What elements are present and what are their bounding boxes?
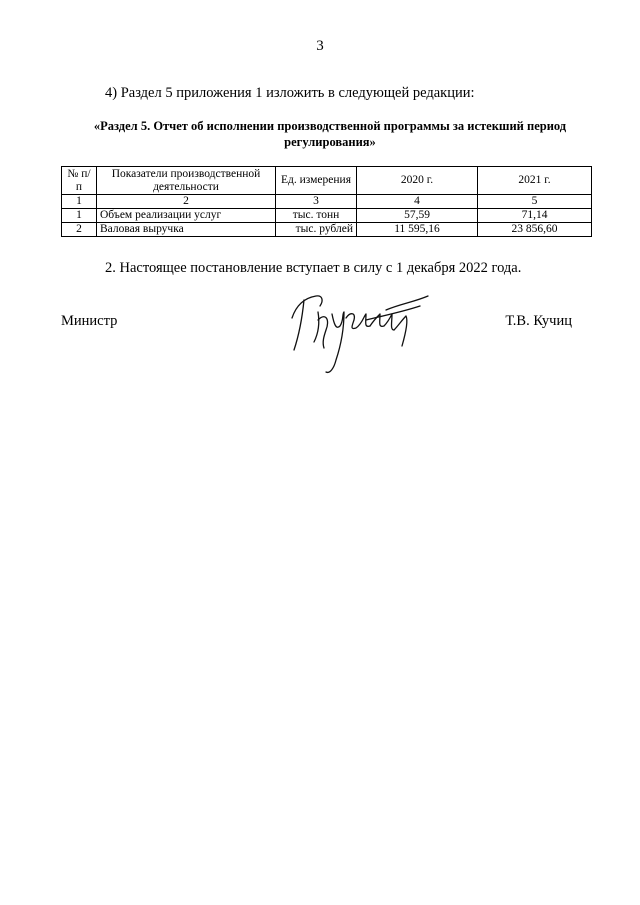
- index-cell: 4: [357, 195, 478, 209]
- header-2021: 2021 г.: [478, 167, 592, 195]
- signer-name: Т.В. Кучиц: [505, 313, 572, 329]
- report-table-container: [61, 166, 592, 237]
- production-program-report-table: [61, 166, 592, 237]
- header-2020: 2020 г.: [357, 167, 478, 195]
- index-cell: 3: [276, 195, 357, 209]
- table-row: [62, 209, 592, 223]
- effective-date-text: 2. Настоящее постановление вступает в силу с 1 декабря 2022 года.: [105, 260, 522, 276]
- page-number: 3: [316, 38, 324, 54]
- row-indicator: Объем реализации услуг: [97, 209, 276, 223]
- section-heading: «Раздел 5. Отчет об исполнении производственной программы за истекший период регулирования»: [93, 119, 567, 149]
- header-indicator: Показатели производственной деятельности: [97, 167, 276, 195]
- handwritten-signature: [282, 290, 432, 385]
- header-unit: Ед. измерения: [276, 167, 357, 195]
- index-cell: 5: [478, 195, 592, 209]
- row-num: 2: [62, 223, 97, 237]
- row-value-2021: 71,14: [478, 209, 592, 223]
- row-value-2020: 11 595,16: [357, 223, 478, 237]
- index-cell: 1: [62, 195, 97, 209]
- row-value-2020: 57,59: [357, 209, 478, 223]
- table-header-row: [62, 167, 592, 195]
- signer-title: Министр: [61, 313, 118, 329]
- index-cell: 2: [97, 195, 276, 209]
- row-unit: тыс. тонн: [276, 209, 357, 223]
- header-num: № п/п: [62, 167, 97, 195]
- table-row: [62, 223, 592, 237]
- row-indicator: Валовая выручка: [97, 223, 276, 237]
- row-unit: тыс. рублей: [276, 223, 357, 237]
- amendment-item-text: 4) Раздел 5 приложения 1 изложить в следующей редакции:: [105, 85, 475, 101]
- row-value-2021: 23 856,60: [478, 223, 592, 237]
- row-num: 1: [62, 209, 97, 223]
- table-index-row: [62, 195, 592, 209]
